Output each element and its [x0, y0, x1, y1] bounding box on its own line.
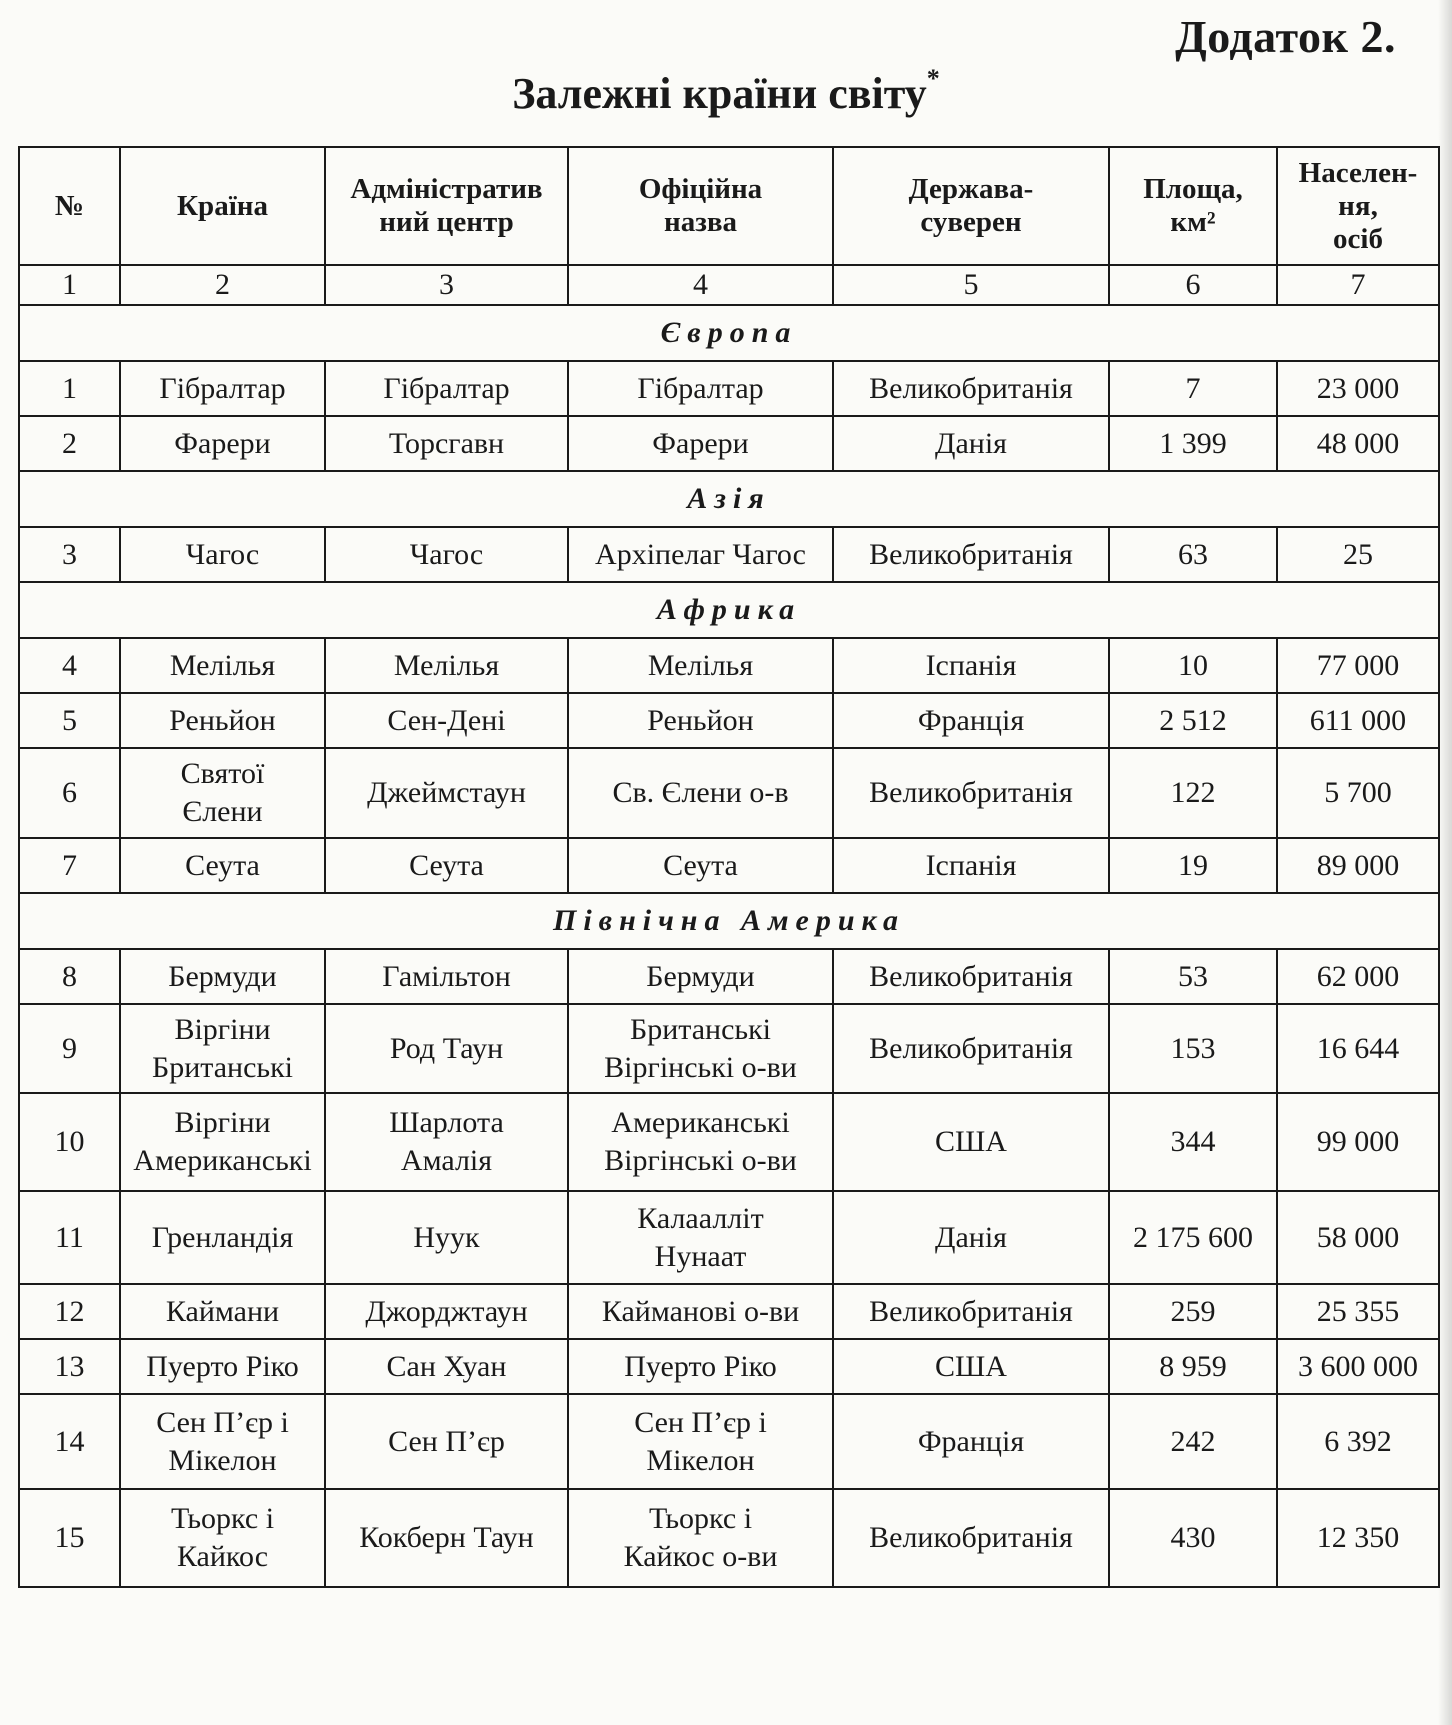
- cell-text: 259: [1170, 1294, 1216, 1328]
- cell-text: 7: [62, 848, 77, 882]
- title-text: Залежні країни світу: [512, 69, 927, 118]
- cell-text: 3: [62, 537, 77, 571]
- table-cell: [19, 1489, 120, 1587]
- cell-text: 8: [62, 959, 77, 993]
- table-cell: [325, 1284, 568, 1339]
- table-row: [19, 361, 1439, 416]
- table-cell: [120, 1394, 325, 1489]
- table-cell: [1277, 1394, 1439, 1489]
- table-cell: [19, 1284, 120, 1339]
- table-cell: [19, 638, 120, 693]
- cell-text: Нунаат: [654, 1239, 747, 1273]
- table-row: [19, 949, 1439, 1004]
- cell-text: Тьоркс і: [648, 1502, 753, 1535]
- table-cell: [1109, 1394, 1277, 1489]
- cell-text: Великобританія: [869, 959, 1073, 993]
- column-number: 2: [120, 265, 325, 305]
- table-row: [19, 527, 1439, 582]
- table-cell: [568, 748, 833, 838]
- table-cell: [833, 416, 1109, 471]
- table-cell: [568, 527, 833, 582]
- page-title: [0, 64, 1452, 119]
- appendix-label: Додаток 2.: [1175, 11, 1396, 62]
- cell-text: 25: [1343, 537, 1373, 571]
- table-cell: [1109, 638, 1277, 693]
- cell-text: Чагос: [409, 537, 484, 571]
- cell-text: Держава-: [908, 173, 1034, 205]
- cell-text: Мелілья: [647, 648, 754, 682]
- table-cell: [1109, 1191, 1277, 1284]
- cell-text: Калаалліт: [637, 1201, 764, 1235]
- table-cell: [1277, 748, 1439, 838]
- region-label: Африка: [19, 582, 1439, 638]
- cell-text: Гамільтон: [382, 959, 511, 993]
- table-cell: [1277, 1489, 1439, 1587]
- cell-text: 19: [1178, 848, 1208, 882]
- cell-text: Мікелон: [168, 1443, 277, 1477]
- cell-text: Сеута: [663, 848, 738, 882]
- table-cell: [120, 748, 325, 838]
- region-label: Азія: [19, 471, 1439, 527]
- cell-text: Род Таун: [389, 1031, 504, 1065]
- cell-text: Британські: [629, 1012, 772, 1046]
- table-cell: [19, 748, 120, 838]
- table-cell: [120, 416, 325, 471]
- table-cell: [1277, 1004, 1439, 1093]
- cell-text: 48 000: [1316, 426, 1400, 460]
- region-row: [19, 471, 1439, 527]
- cell-text: 8 959: [1159, 1349, 1227, 1383]
- cell-text: 6: [62, 776, 77, 809]
- cell-text: 611 000: [1309, 703, 1407, 737]
- cell-text: 13: [54, 1349, 85, 1383]
- table-row: [19, 1191, 1439, 1284]
- cell-text: Іспанія: [925, 848, 1017, 882]
- cell-text: Реньйон: [647, 703, 754, 737]
- cell-text: Шарлота: [389, 1106, 504, 1139]
- table-cell: [833, 1191, 1109, 1284]
- cell-text: 2 512: [1159, 703, 1227, 737]
- table-cell: [1277, 527, 1439, 582]
- table-row: [19, 838, 1439, 893]
- table-cell: [325, 1394, 568, 1489]
- cell-text: 89 000: [1316, 848, 1400, 882]
- table-cell: [1109, 1489, 1277, 1587]
- cell-text: 9: [62, 1031, 77, 1065]
- cell-text: 344: [1170, 1125, 1216, 1158]
- table-cell: [120, 949, 325, 1004]
- table-row: [19, 693, 1439, 748]
- table-row: [19, 1093, 1439, 1191]
- table-cell: [325, 416, 568, 471]
- cell-text: 53: [1178, 959, 1208, 993]
- table-cell: [325, 1004, 568, 1093]
- table-cell: [833, 838, 1109, 893]
- table-cell: [120, 838, 325, 893]
- table-cell: [19, 361, 120, 416]
- cell-text: 3 600 000: [1298, 1349, 1418, 1383]
- column-number: 7: [1277, 265, 1439, 305]
- cell-text: Кайкос о-ви: [623, 1540, 778, 1573]
- cell-text: 58 000: [1316, 1220, 1400, 1254]
- table-cell: [325, 1339, 568, 1394]
- cell-text: Віргіни: [174, 1106, 271, 1139]
- table-cell: [1109, 361, 1277, 416]
- table-cell: [833, 1489, 1109, 1587]
- cell-text: Гібралтар: [159, 371, 286, 405]
- table-cell: [19, 949, 120, 1004]
- table-cell: [19, 693, 120, 748]
- cell-text: Великобританія: [869, 371, 1073, 405]
- table-cell: [325, 748, 568, 838]
- cell-text: США: [935, 1349, 1007, 1383]
- table-cell: [325, 527, 568, 582]
- table-cell: [1109, 1284, 1277, 1339]
- column-number: 5: [833, 265, 1109, 305]
- table-cell: [19, 416, 120, 471]
- cell-text: 1 399: [1159, 426, 1227, 460]
- table-cell: [568, 1394, 833, 1489]
- cell-text: Кайкос: [176, 1540, 269, 1573]
- table-cell: [568, 693, 833, 748]
- column-header: [833, 147, 1109, 265]
- table-cell: [325, 638, 568, 693]
- table-cell: [833, 638, 1109, 693]
- cell-text: км²: [1170, 206, 1216, 238]
- cell-text: Єлени: [182, 795, 263, 828]
- table-cell: [120, 693, 325, 748]
- table-cell: [325, 1191, 568, 1284]
- cell-text: Чагос: [185, 537, 260, 571]
- table-row: [19, 748, 1439, 838]
- column-header: [120, 147, 325, 265]
- cell-text: Святої: [180, 757, 265, 790]
- cell-text: 10: [1178, 648, 1208, 682]
- cell-text: 7: [1185, 371, 1201, 405]
- cell-text: 2: [62, 426, 77, 460]
- cell-text: Нуук: [413, 1220, 480, 1254]
- table-cell: [1277, 838, 1439, 893]
- column-number: 3: [325, 265, 568, 305]
- table-cell: [1277, 949, 1439, 1004]
- cell-text: 16 644: [1316, 1031, 1400, 1065]
- cell-text: Адміністратив: [350, 173, 543, 205]
- table-cell: [1277, 1339, 1439, 1394]
- cell-text: Кокберн Таун: [359, 1521, 534, 1554]
- table-row: [19, 1004, 1439, 1093]
- column-header: [325, 147, 568, 265]
- table-cell: [325, 949, 568, 1004]
- cell-text: Каймани: [165, 1294, 280, 1328]
- cell-text: Франція: [917, 1424, 1025, 1458]
- cell-text: Торсгавн: [388, 426, 505, 460]
- cell-text: №: [54, 189, 85, 222]
- cell-text: 5: [62, 703, 77, 737]
- cell-text: Джеймстаун: [367, 776, 526, 809]
- table-cell: [1109, 1339, 1277, 1394]
- cell-text: Амалія: [400, 1144, 493, 1177]
- table-cell: [1109, 949, 1277, 1004]
- cell-text: Великобританія: [869, 776, 1073, 809]
- table-cell: [1277, 1284, 1439, 1339]
- cell-text: 6 392: [1324, 1424, 1392, 1458]
- cell-text: Франція: [917, 703, 1025, 737]
- table-cell: [325, 361, 568, 416]
- cell-text: 12: [54, 1294, 85, 1328]
- table-cell: [1277, 416, 1439, 471]
- cell-text: Сен П’єр: [388, 1424, 505, 1458]
- cell-text: Джорджтаун: [365, 1294, 528, 1328]
- region-label: Північна Америка: [19, 893, 1439, 949]
- cell-text: ня,: [1338, 189, 1378, 222]
- cell-text: 12 350: [1316, 1521, 1400, 1554]
- table-cell: [19, 527, 120, 582]
- table-row: [19, 1489, 1439, 1587]
- cell-text: Віргіни: [174, 1012, 271, 1046]
- header-row: [19, 147, 1439, 265]
- table-cell: [325, 693, 568, 748]
- table-cell: [833, 1284, 1109, 1339]
- table-cell: [568, 638, 833, 693]
- cell-text: 62 000: [1316, 959, 1400, 993]
- table-cell: [833, 361, 1109, 416]
- cell-text: 1: [62, 371, 77, 405]
- table-cell: [325, 1093, 568, 1191]
- table-cell: [1277, 1093, 1439, 1191]
- cell-text: 25 355: [1316, 1294, 1400, 1328]
- cell-text: осіб: [1333, 222, 1383, 255]
- cell-text: ний центр: [379, 206, 514, 238]
- column-numbers-row: [19, 265, 1439, 305]
- cell-text: Сеута: [409, 848, 484, 882]
- cell-text: 4: [62, 648, 77, 682]
- cell-text: Сеута: [185, 848, 260, 882]
- table-cell: [120, 1004, 325, 1093]
- table-cell: [1277, 1191, 1439, 1284]
- table-cell: [325, 838, 568, 893]
- table-cell: [19, 1191, 120, 1284]
- cell-text: Мелілья: [169, 648, 276, 682]
- table-cell: [1277, 361, 1439, 416]
- table-cell: [833, 1339, 1109, 1394]
- column-number: 1: [19, 265, 120, 305]
- table-row: [19, 638, 1439, 693]
- cell-text: Гібралтар: [637, 371, 764, 405]
- cell-text: Британські: [151, 1050, 294, 1084]
- table-cell: [19, 838, 120, 893]
- cell-text: Гібралтар: [383, 371, 510, 405]
- cell-text: Великобританія: [869, 1294, 1073, 1328]
- table-cell: [325, 1489, 568, 1587]
- cell-text: Реньйон: [169, 703, 276, 737]
- table-cell: [568, 838, 833, 893]
- cell-text: 63: [1178, 537, 1208, 571]
- table-row: [19, 1394, 1439, 1489]
- table-cell: [568, 1489, 833, 1587]
- table-cell: [1277, 693, 1439, 748]
- table-cell: [1109, 416, 1277, 471]
- table-row: [19, 1339, 1439, 1394]
- cell-text: Сен-Дені: [387, 703, 506, 737]
- cell-text: Віргінські о-ви: [604, 1050, 797, 1084]
- column-header: [1277, 147, 1439, 265]
- column-header: [19, 147, 120, 265]
- table-cell: [120, 527, 325, 582]
- cell-text: Американські: [133, 1144, 312, 1177]
- table-cell: [568, 361, 833, 416]
- table-cell: [1109, 748, 1277, 838]
- cell-text: Пуерто Ріко: [146, 1349, 299, 1383]
- cell-text: назва: [663, 206, 738, 238]
- column-header: [1109, 147, 1277, 265]
- table-cell: [19, 1394, 120, 1489]
- cell-text: Тьоркс і: [170, 1502, 275, 1535]
- cell-text: Великобританія: [869, 1521, 1073, 1554]
- table-cell: [1109, 1004, 1277, 1093]
- cell-text: Пуерто Ріко: [624, 1349, 777, 1383]
- table-row: [19, 1284, 1439, 1339]
- cell-text: Сан Хуан: [386, 1349, 507, 1383]
- table-cell: [120, 1093, 325, 1191]
- cell-text: Сен П’єр і: [634, 1405, 767, 1439]
- table-cell: [1277, 638, 1439, 693]
- region-row: [19, 305, 1439, 361]
- cell-text: 153: [1170, 1031, 1216, 1065]
- column-number: 6: [1109, 265, 1277, 305]
- title-footnote-mark: *: [926, 64, 940, 93]
- cell-text: 99 000: [1316, 1125, 1400, 1158]
- cell-text: 2 175 600: [1133, 1220, 1253, 1254]
- cell-text: Кайманові о-ви: [601, 1294, 800, 1328]
- cell-text: Бермуди: [646, 959, 755, 993]
- cell-text: Фарери: [652, 426, 749, 460]
- cell-text: Країна: [177, 189, 268, 222]
- cell-text: Гренландія: [151, 1220, 294, 1254]
- cell-text: 23 000: [1316, 371, 1400, 405]
- cell-text: суверен: [920, 206, 1022, 238]
- table-cell: [568, 1284, 833, 1339]
- cell-text: Офіційна: [638, 173, 763, 205]
- cell-text: 122: [1170, 776, 1216, 809]
- cell-text: Великобританія: [869, 537, 1073, 571]
- table-cell: [120, 1284, 325, 1339]
- table-cell: [833, 748, 1109, 838]
- table-cell: [1109, 1093, 1277, 1191]
- table-cell: [120, 638, 325, 693]
- table-body: [19, 305, 1439, 1587]
- cell-text: Архіпелаг Чагос: [595, 537, 806, 571]
- table-cell: [833, 1394, 1109, 1489]
- table-cell: [833, 1093, 1109, 1191]
- table-cell: [1109, 693, 1277, 748]
- cell-text: Іспанія: [925, 648, 1017, 682]
- cell-text: Мелілья: [393, 648, 500, 682]
- column-number: 4: [568, 265, 833, 305]
- cell-text: Мікелон: [646, 1443, 755, 1477]
- cell-text: 242: [1170, 1424, 1216, 1458]
- page-edge-shadow: [1438, 0, 1452, 1725]
- region-row: [19, 582, 1439, 638]
- table-cell: [568, 1093, 833, 1191]
- table-cell: [19, 1004, 120, 1093]
- region-row: [19, 893, 1439, 949]
- cell-text: Св. Єлени о-в: [612, 776, 789, 809]
- cell-text: Бермуди: [168, 959, 277, 993]
- table-cell: [120, 361, 325, 416]
- cell-text: США: [935, 1125, 1007, 1158]
- cell-text: Великобританія: [869, 1031, 1073, 1065]
- dependent-countries-table: [18, 146, 1440, 1588]
- table-cell: [1109, 838, 1277, 893]
- table-cell: [120, 1191, 325, 1284]
- table-cell: [833, 693, 1109, 748]
- cell-text: 77 000: [1316, 648, 1400, 682]
- table-cell: [568, 1339, 833, 1394]
- cell-text: Данія: [935, 426, 1007, 460]
- table-cell: [833, 527, 1109, 582]
- table-cell: [568, 1004, 833, 1093]
- table-cell: [568, 949, 833, 1004]
- cell-text: Американські: [611, 1106, 790, 1139]
- cell-text: Фарери: [174, 426, 271, 460]
- cell-text: 10: [54, 1125, 85, 1158]
- table-cell: [568, 416, 833, 471]
- cell-text: 5 700: [1324, 776, 1392, 809]
- cell-text: 11: [55, 1220, 84, 1254]
- table-row: [19, 416, 1439, 471]
- table-cell: [19, 1093, 120, 1191]
- cell-text: Площа,: [1143, 173, 1243, 205]
- table-cell: [833, 949, 1109, 1004]
- cell-text: Сен П’єр і: [156, 1405, 289, 1439]
- table-cell: [120, 1489, 325, 1587]
- table-cell: [833, 1004, 1109, 1093]
- cell-text: 430: [1170, 1521, 1216, 1554]
- region-label: Європа: [19, 305, 1439, 361]
- table-cell: [19, 1339, 120, 1394]
- cell-text: Данія: [935, 1220, 1007, 1254]
- table-cell: [568, 1191, 833, 1284]
- column-header: [568, 147, 833, 265]
- cell-text: Населен-: [1298, 156, 1418, 189]
- table-cell: [1109, 527, 1277, 582]
- cell-text: Віргінські о-ви: [604, 1144, 797, 1177]
- cell-text: 15: [54, 1521, 85, 1554]
- table-cell: [120, 1339, 325, 1394]
- cell-text: 14: [54, 1424, 85, 1458]
